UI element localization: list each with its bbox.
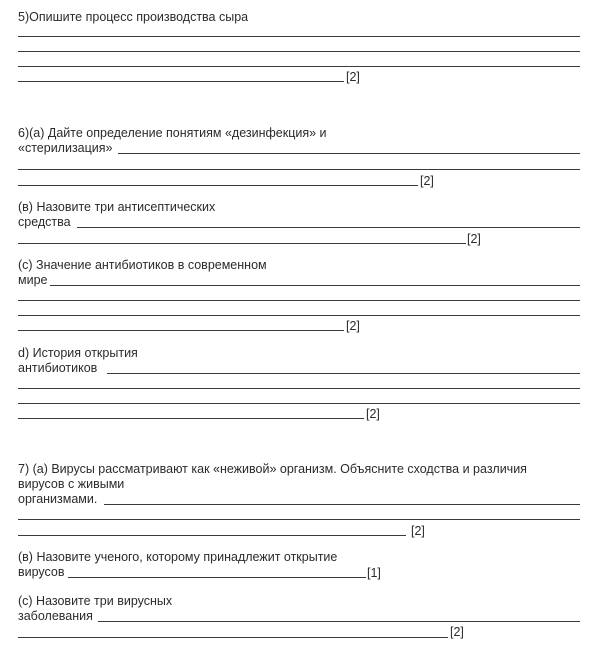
answer-line[interactable] [18, 330, 344, 331]
answer-line[interactable] [104, 504, 580, 505]
answer-line[interactable] [18, 51, 580, 52]
answer-line[interactable] [18, 66, 580, 67]
answer-line[interactable] [118, 153, 580, 154]
answer-line[interactable] [18, 388, 580, 389]
question-7a-mark: [2] [411, 524, 425, 538]
question-6c-mark: [2] [346, 319, 360, 333]
answer-line[interactable] [18, 81, 344, 82]
question-5-mark: [2] [346, 70, 360, 84]
question-6b-text-cont: средства [18, 215, 71, 229]
answer-line[interactable] [18, 185, 418, 186]
question-7a-text-cont2: организмами. [18, 492, 98, 506]
answer-line[interactable] [107, 373, 580, 374]
question-6d-text-cont: антибиотиков [18, 361, 98, 375]
question-6c-text: (с) Значение антибиотиков в современном [18, 258, 267, 272]
question-6b-mark: [2] [467, 232, 481, 246]
answer-line[interactable] [18, 315, 580, 316]
answer-line[interactable] [98, 621, 580, 622]
answer-line[interactable] [18, 403, 580, 404]
answer-line[interactable] [18, 637, 448, 638]
answer-line[interactable] [18, 36, 580, 37]
question-6a-mark: [2] [420, 174, 434, 188]
question-6d-text: d) История открытия [18, 346, 138, 360]
question-7c-text-cont: заболевания [18, 609, 93, 623]
answer-line[interactable] [18, 169, 580, 170]
answer-line[interactable] [77, 227, 580, 228]
answer-line[interactable] [50, 285, 580, 286]
question-7b-text: (в) Назовите ученого, которому принадлежит открытие [18, 550, 338, 564]
question-7a-text: 7) (а) Вирусы рассматривают как «неживой» организм. Объясните сходства и различия [18, 462, 527, 476]
question-7a-text-cont: вирусов с живыми [18, 477, 125, 491]
question-6a-text-cont: «стерилизация» [18, 141, 113, 155]
question-5-text: 5)Опишите процесс производства сыра [18, 10, 249, 24]
question-7c-text: (с) Назовите три вирусных [18, 594, 173, 608]
question-6c-text-cont: мире [18, 273, 48, 287]
question-7b-text-cont: вирусов [18, 565, 65, 579]
answer-line[interactable] [18, 243, 466, 244]
answer-line[interactable] [18, 418, 364, 419]
answer-line[interactable] [18, 519, 580, 520]
question-7b-mark: [1] [367, 566, 381, 580]
question-7c-mark: [2] [450, 625, 464, 639]
answer-line[interactable] [18, 535, 406, 536]
answer-line[interactable] [68, 577, 366, 578]
question-6b-text: (в) Назовите три антисептических [18, 200, 216, 214]
question-6d-mark: [2] [366, 407, 380, 421]
answer-line[interactable] [18, 300, 580, 301]
question-6a-text: 6)(а) Дайте определение понятиям «дезинфекция» и [18, 126, 327, 140]
